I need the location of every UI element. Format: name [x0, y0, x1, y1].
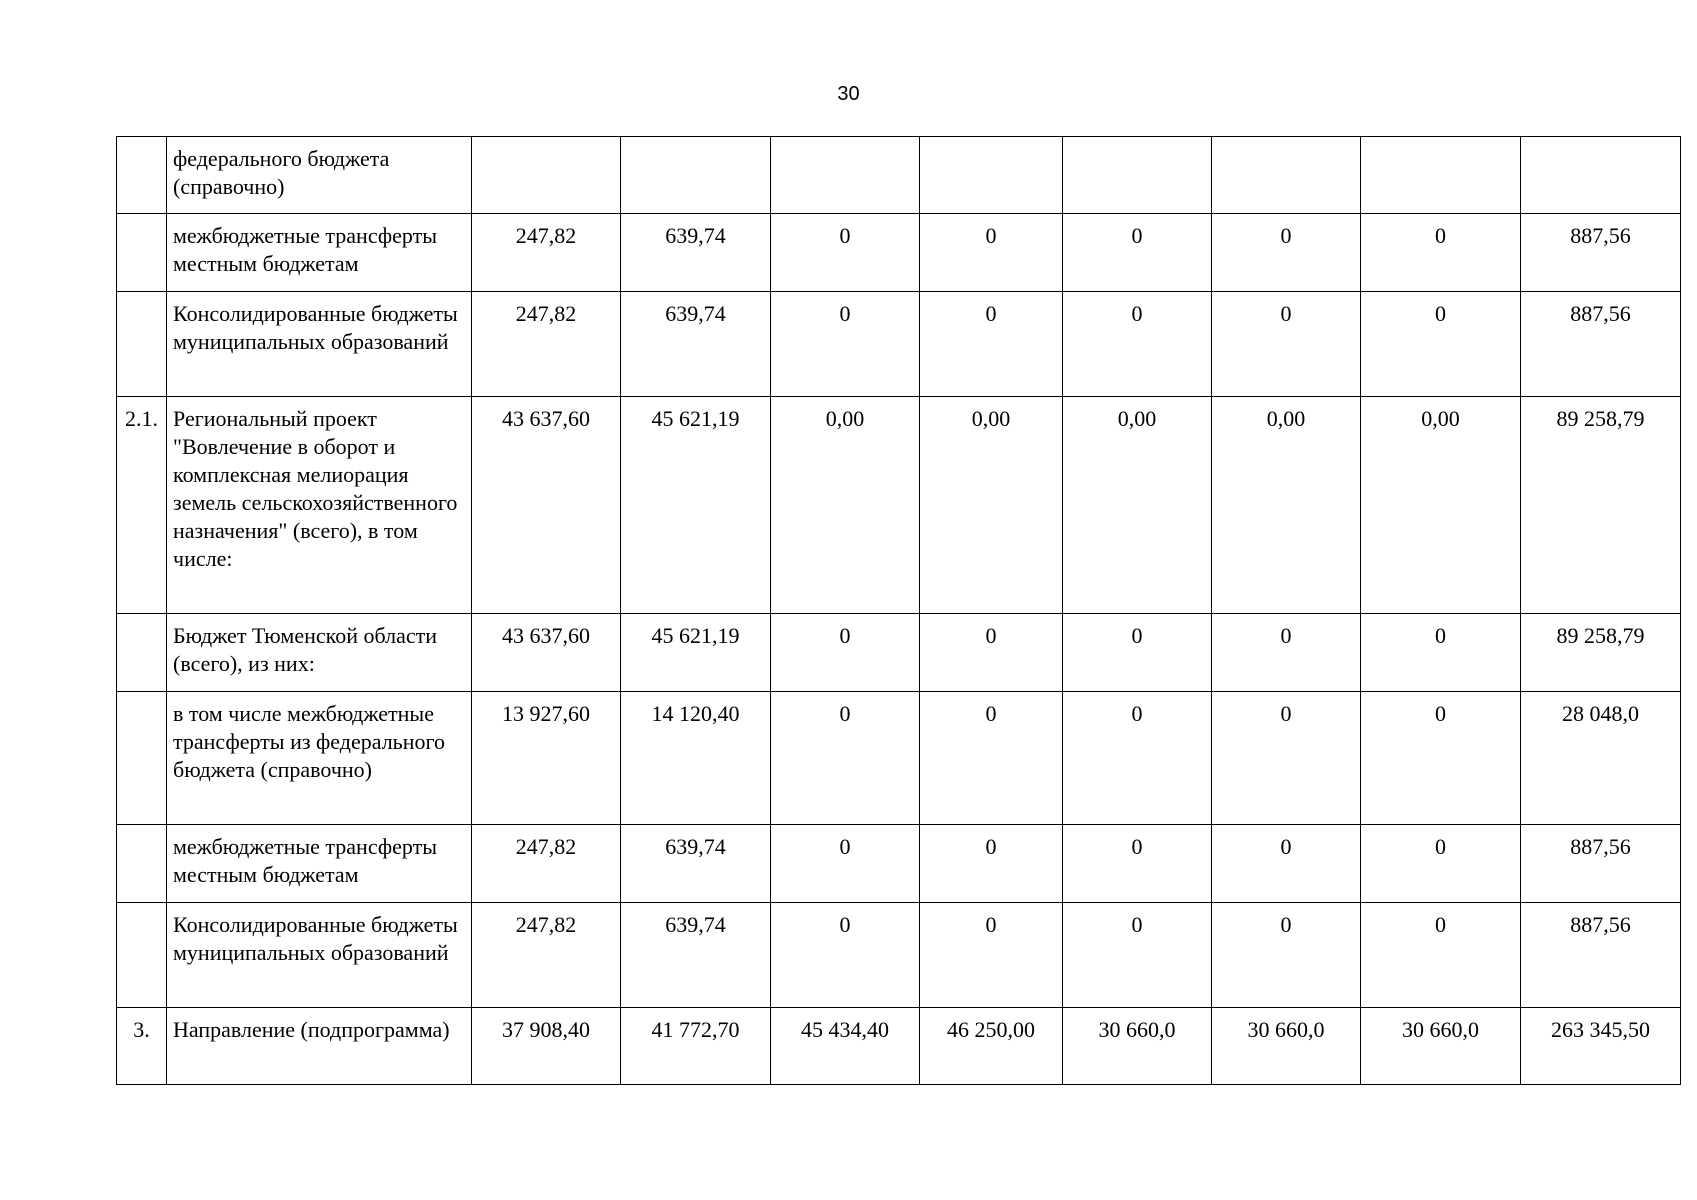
cell-value: 30 660,0	[1212, 1008, 1361, 1085]
cell-value: 0	[1212, 692, 1361, 825]
cell-value: 247,82	[472, 292, 621, 397]
cell-value: 887,56	[1521, 214, 1681, 292]
cell-value: 0	[771, 825, 920, 903]
row-number	[117, 903, 167, 1008]
table-row	[117, 214, 1681, 292]
cell-value: 0	[920, 292, 1063, 397]
row-label: Направление (подпрограмма)	[167, 1008, 472, 1085]
cell-value: 46 250,00	[920, 1008, 1063, 1085]
row-label: межбюджетные трансферты местным бюджетам	[167, 214, 472, 292]
cell-value: 263 345,50	[1521, 1008, 1681, 1085]
cell-value: 43 637,60	[472, 397, 621, 614]
cell-value: 0	[1063, 692, 1212, 825]
cell-value: 247,82	[472, 214, 621, 292]
cell-value: 0	[771, 292, 920, 397]
row-label: в том числе межбюджетные трансферты из федерального бюджета (справочно)	[167, 692, 472, 825]
cell-value: 0	[1361, 825, 1521, 903]
cell-value: 639,74	[621, 903, 771, 1008]
cell-value: 89 258,79	[1521, 614, 1681, 692]
cell-value: 0	[920, 614, 1063, 692]
table-row	[117, 614, 1681, 692]
cell-value: 0	[771, 214, 920, 292]
cell-value: 247,82	[472, 903, 621, 1008]
cell-value: 30 660,0	[1361, 1008, 1521, 1085]
cell-value: 0	[1361, 214, 1521, 292]
cell-value	[1212, 137, 1361, 214]
table-row	[117, 692, 1681, 825]
cell-value	[771, 137, 920, 214]
cell-value: 30 660,0	[1063, 1008, 1212, 1085]
row-number	[117, 614, 167, 692]
table-row	[117, 292, 1681, 397]
cell-value: 0	[1063, 903, 1212, 1008]
cell-value: 0,00	[1361, 397, 1521, 614]
row-label: Бюджет Тюменской области (всего), из них:	[167, 614, 472, 692]
table-row	[117, 903, 1681, 1008]
cell-value: 0	[1063, 825, 1212, 903]
cell-value: 887,56	[1521, 825, 1681, 903]
cell-value: 0	[920, 692, 1063, 825]
cell-value: 0	[771, 692, 920, 825]
cell-value: 0	[1212, 903, 1361, 1008]
row-label: федерального бюджета (справочно)	[167, 137, 472, 214]
row-number	[117, 214, 167, 292]
cell-value: 45 621,19	[621, 614, 771, 692]
row-number	[117, 692, 167, 825]
row-number	[117, 825, 167, 903]
cell-value: 41 772,70	[621, 1008, 771, 1085]
table-row	[117, 1008, 1681, 1085]
cell-value	[621, 137, 771, 214]
cell-value: 0,00	[920, 397, 1063, 614]
cell-value: 887,56	[1521, 903, 1681, 1008]
cell-value: 639,74	[621, 825, 771, 903]
table-row	[117, 825, 1681, 903]
cell-value: 0	[1361, 692, 1521, 825]
row-label: Консолидированные бюджеты муниципальных образований	[167, 903, 472, 1008]
cell-value: 0	[1361, 614, 1521, 692]
row-number: 3.	[117, 1008, 167, 1085]
row-number	[117, 292, 167, 397]
cell-value: 0	[1361, 903, 1521, 1008]
cell-value: 639,74	[621, 292, 771, 397]
cell-value: 89 258,79	[1521, 397, 1681, 614]
budget-table	[116, 136, 1681, 1085]
cell-value: 0	[1212, 614, 1361, 692]
row-number	[117, 137, 167, 214]
cell-value: 0	[1063, 214, 1212, 292]
cell-value: 0	[920, 903, 1063, 1008]
table-row	[117, 137, 1681, 214]
cell-value: 0	[1063, 614, 1212, 692]
cell-value: 45 434,40	[771, 1008, 920, 1085]
cell-value: 0	[1212, 214, 1361, 292]
cell-value	[1361, 137, 1521, 214]
cell-value	[1063, 137, 1212, 214]
cell-value: 0	[771, 903, 920, 1008]
cell-value: 0	[920, 825, 1063, 903]
table-row	[117, 397, 1681, 614]
row-label: межбюджетные трансферты местным бюджетам	[167, 825, 472, 903]
row-number: 2.1.	[117, 397, 167, 614]
cell-value: 0	[1212, 825, 1361, 903]
cell-value: 28 048,0	[1521, 692, 1681, 825]
cell-value	[472, 137, 621, 214]
cell-value: 887,56	[1521, 292, 1681, 397]
cell-value: 639,74	[621, 214, 771, 292]
cell-value: 0,00	[1063, 397, 1212, 614]
cell-value: 14 120,40	[621, 692, 771, 825]
cell-value	[920, 137, 1063, 214]
cell-value: 0	[920, 214, 1063, 292]
cell-value: 0,00	[771, 397, 920, 614]
cell-value: 0	[1063, 292, 1212, 397]
cell-value: 0	[771, 614, 920, 692]
cell-value: 37 908,40	[472, 1008, 621, 1085]
cell-value: 247,82	[472, 825, 621, 903]
row-label: Региональный проект "Вовлечение в оборот и комплексная мелиорация земель сельскохозяйственного назначения" (всего), в том числе:	[167, 397, 472, 614]
cell-value	[1521, 137, 1681, 214]
cell-value: 0,00	[1212, 397, 1361, 614]
cell-value: 0	[1212, 292, 1361, 397]
cell-value: 45 621,19	[621, 397, 771, 614]
page-number: 30	[837, 83, 860, 105]
cell-value: 13 927,60	[472, 692, 621, 825]
cell-value: 43 637,60	[472, 614, 621, 692]
cell-value: 0	[1361, 292, 1521, 397]
row-label: Консолидированные бюджеты муниципальных образований	[167, 292, 472, 397]
